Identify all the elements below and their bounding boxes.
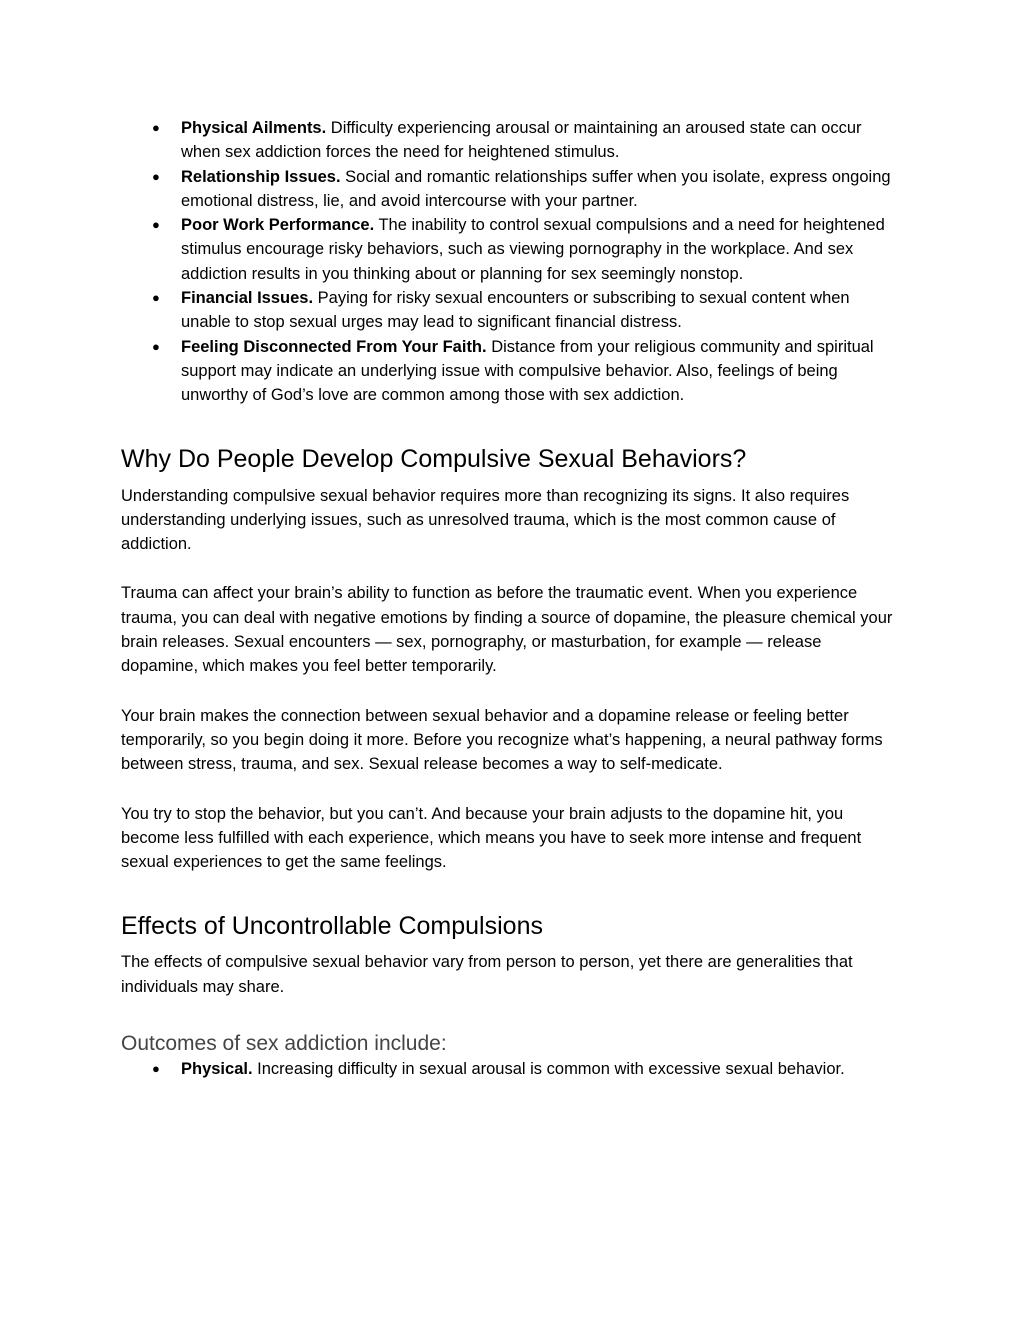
paragraph: You try to stop the behavior, but you can’t. And because your brain adjusts to the dopamine hit, you become less fulfilled with each experience, which means you have to seek more intense and frequent sexual experiences to get the same feelings.: [121, 804, 862, 872]
list-item-text: Increasing difficulty in sexual arousal is common with excessive sexual behavior.: [252, 1060, 845, 1079]
outcomes-list: [121, 1057, 901, 1081]
list-item-text: Social and romantic relationships suffer when you isolate, express ongoing emotional distress, lie, and avoid intercourse with your partner.: [181, 167, 891, 210]
list-item-term: Relationship Issues.: [181, 167, 341, 186]
list-item: [121, 286, 901, 335]
list-item: [121, 165, 901, 214]
document-page: [121, 116, 901, 1081]
list-item: [121, 335, 901, 408]
list-item-term: Feeling Disconnected From Your Faith.: [181, 337, 487, 356]
bullet-icon: ●: [152, 120, 160, 135]
list-item-term: Physical Ailments.: [181, 119, 327, 137]
bullet-icon: ●: [152, 1061, 160, 1077]
bullet-icon: ●: [152, 168, 160, 184]
bullet-icon: ●: [152, 290, 160, 306]
bullet-icon: ●: [152, 217, 160, 233]
list-item-text: The inability to control sexual compulsions and a need for heightened stimulus encourage risky behaviors, such as viewing pornography in the workplace. And sex addiction results in you thinking about or planning for sex seemingly nonstop.: [181, 216, 885, 283]
list-item: [121, 1057, 901, 1081]
paragraph: The effects of compulsive sexual behavior vary from person to person, yet there are generalities that individuals may share.: [121, 953, 853, 996]
paragraph: Trauma can affect your brain’s ability to function as before the traumatic event. When you experience trauma, you can deal with negative emotions by finding a source of dopamine, the pleasure chemical your brain releases. Sexual encounters — sex, pornography, or masturbation, for example — release dopamine, which makes you feel better temporarily.: [121, 584, 893, 676]
list-item-term: Financial Issues.: [181, 289, 314, 308]
bullet-icon: ●: [152, 338, 160, 354]
list-item-text: Paying for risky sexual encounters or subscribing to sexual content when unable to stop sexual urges may lead to significant financial distress.: [181, 289, 850, 332]
subheading-outcomes: Outcomes of sex addiction include:: [121, 1032, 447, 1056]
list-item: [121, 116, 901, 165]
section-heading-effects: Effects of Uncontrollable Compulsions: [121, 912, 543, 941]
list-item-text: Distance from your religious community and spiritual support may indicate an underlying issue with compulsive behavior. Also, feelings of being unworthy of God’s love are common among those with sex addiction.: [181, 337, 874, 405]
section-heading-why: Why Do People Develop Compulsive Sexual Behaviors?: [121, 444, 747, 473]
list-item-term: Physical.: [181, 1060, 253, 1079]
effects-list: [121, 116, 901, 408]
list-item-text: Difficulty experiencing arousal or maintaining an aroused state can occur when sex addiction forces the need for heightened stimulus.: [181, 119, 862, 162]
list-item-term: Poor Work Performance.: [181, 216, 375, 235]
list-item: [121, 213, 901, 286]
paragraph: Your brain makes the connection between sexual behavior and a dopamine release or feeling better temporarily, so you begin doing it more. Before you recognize what’s happening, a neural pathway forms between stress, trauma, and sex. Sexual release becomes a way to self-medicate.: [121, 706, 883, 774]
paragraph: Understanding compulsive sexual behavior requires more than recognizing its signs. It also requires understanding underlying issues, such as unresolved trauma, which is the most common cause of addiction.: [121, 486, 850, 554]
